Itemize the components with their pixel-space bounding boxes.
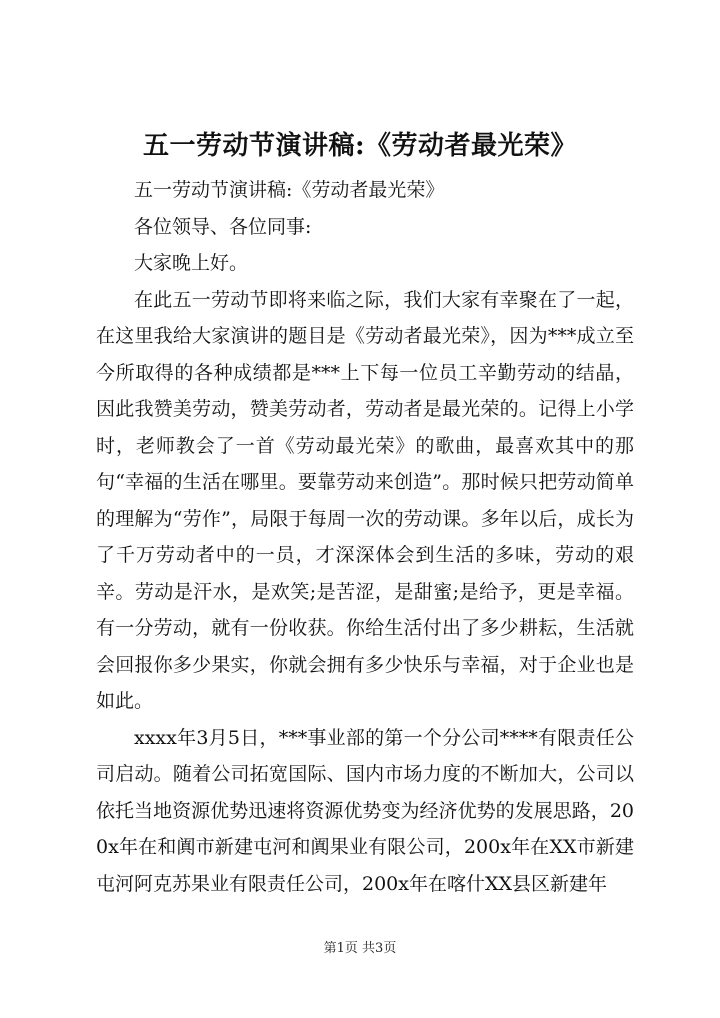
document-body bbox=[96, 172, 634, 902]
paragraph-greeting: 大家晚上好。 bbox=[134, 252, 249, 274]
paragraph-body-1: 在此五一劳动节即将来临之际，我们大家有幸聚在了一起，在这里我给大家演讲的题目是《劳动者最光荣》，因为***成立至今所取得的各种成绩都是***上下每一位员工辛勤劳动的结晶，因此我赞美劳动，赞美劳动者，劳动者是最光荣的。记得上小学时，老师教会了一首《劳动最光荣》的歌曲，最喜欢其中的那句“幸福的生活在哪里。要靠劳动来创造”。那时候只把劳动简单的理解为“劳作”，局限于每周一次的劳动课。多年以后，成长为了千万劳动者中的一员，才深深体会到生活的多味，劳动的艰辛。劳动是汗水，是欢笑;是苦涩，是甜蜜;是给予，更是幸福。有一分劳动，就有一份收获。你给生活付出了多少耕耘，生活就会回报你多少果实，你就会拥有多少快乐与幸福，对于企业也是如此。 bbox=[96, 288, 634, 712]
paragraph-salutation: 各位领导、各位同事: bbox=[134, 215, 312, 238]
paragraph-subtitle: 五一劳动节演讲稿:《劳动者最光荣》 bbox=[134, 179, 445, 201]
page-number-footer: 第1页 共3页 bbox=[323, 941, 397, 956]
document-title: 五一劳动节演讲稿:《劳动者最光荣》 bbox=[142, 131, 578, 161]
paragraph-body-2: xxxx年3月5日，***事业部的第一个分公司****有限责任公司启动。随着公司拓宽国际、国内市场力度的不断加大，公司以依托当地资源优势迅速将资源优势变为经济优势的发展思路，200x年在和阗市新建屯河和阗果业有限公司，200x年在XX市新建屯河阿克苏果业有限责任公司，200x年在喀什XX县区新建年 bbox=[96, 726, 634, 895]
